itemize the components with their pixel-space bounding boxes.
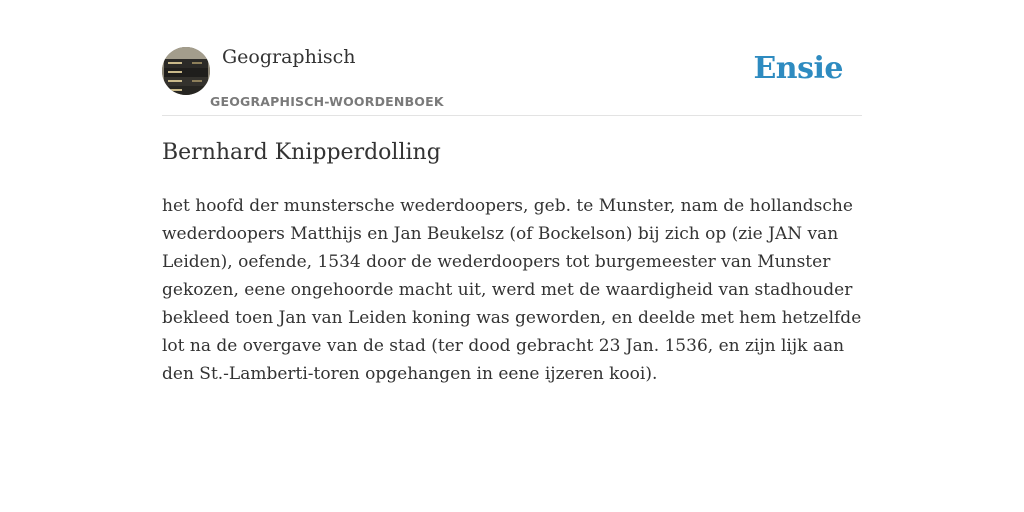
source-title-link[interactable]: Geographisch — [222, 46, 356, 68]
source-header — [162, 0, 862, 116]
source-subtitle: GEOGRAPHISCH-WOORDENBOEK — [210, 94, 444, 109]
book-spines-icon — [162, 47, 210, 95]
article-body: het hoofd der munstersche wederdoopers, geb. te Munster, nam de hollandsche wederdoopers Matthijs en Jan Beukelsz (of Bockelson) bij zich op (zie JAN van Leiden), oefende, 1534 door de wederdoopers tot burgemeester van Munster gekozen, eene ongehoorde macht uit, werd met de waardigheid van stadhouder bekleed toen Jan van Leiden koning was geworden, en deelde met hem hetzelfde lot na de overgave van de stad (ter dood gebracht 23 Jan. 1536, en zijn lijk aan den St.-Lamberti-toren opgehangen in eene ijzeren kooi). — [162, 196, 862, 384]
ensie-logo[interactable]: Ensie — [753, 51, 843, 86]
article-title: Bernhard Knipperdolling — [162, 140, 441, 165]
source-avatar[interactable] — [162, 47, 210, 95]
page-container — [162, 0, 862, 384]
